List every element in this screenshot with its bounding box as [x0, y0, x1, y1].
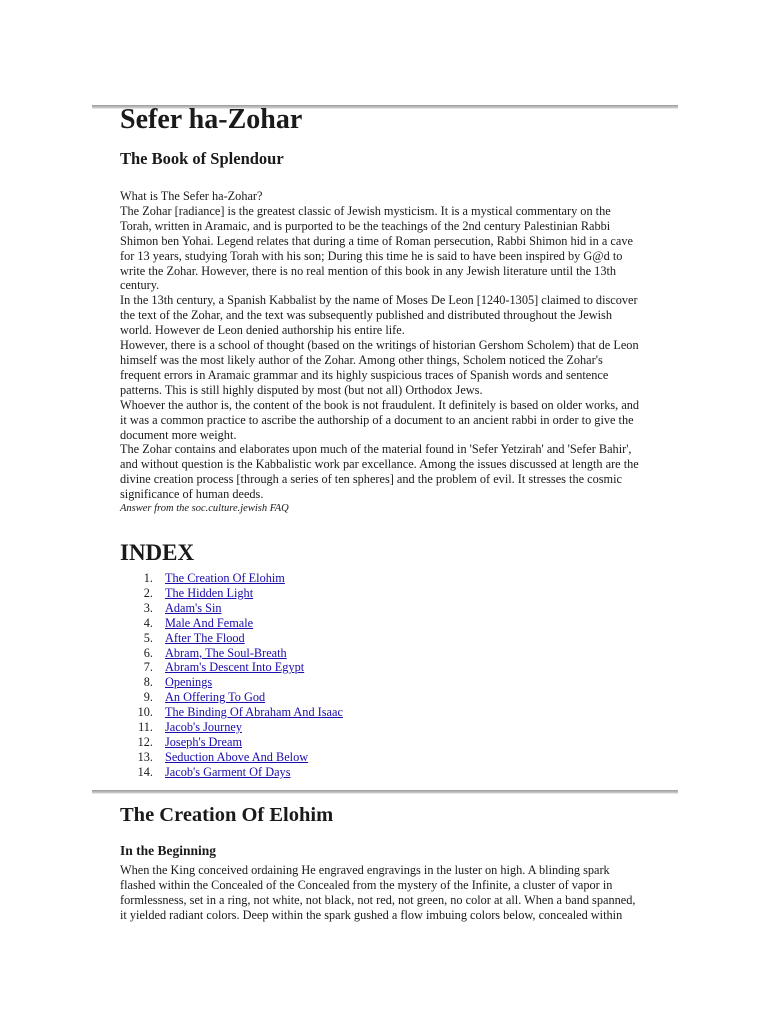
subsection-heading: In the Beginning — [120, 843, 217, 858]
index-number: 10. — [137, 705, 153, 720]
index-number: 8. — [143, 675, 153, 690]
intro-paragraph: The Zohar [radiance] is the greatest classic of Jewish mysticism. It is a mystical commentary on the Torah, written in Aramaic, and is purported to be the teachings of the 2nd century Palestinian Rabbi Shimon ben Yohai. Legend relates that during a time of Roman persecution, Rabbi Shimon hid in a cave for 13 years, studying Torah with his son; During this time he is said to have been inspired by G@d to write the Zohar. However, there is no real mention of this book in any Jewish literature until the 13th century. — [120, 203, 633, 293]
index-list — [120, 571, 343, 780]
index-number: 3. — [143, 600, 153, 615]
index-link-after-the-flood[interactable]: After The Flood — [165, 630, 245, 645]
index-number: 12. — [137, 734, 153, 749]
index-link-offering-to-god[interactable]: An Offering To God — [165, 690, 266, 705]
index-number: 9. — [143, 690, 153, 705]
index-number: 11. — [138, 720, 153, 735]
index-item — [120, 601, 343, 616]
index-number: 5. — [143, 630, 153, 645]
index-number: 2. — [143, 585, 153, 600]
intro-paragraph: The Zohar contains and elaborates upon much of the material found in 'Sefer Yetzirah' and 'Sefer Bahir', and without question is the Kabbalistic work par excellance. Among the issues discussed at length are the divine creation process [through a series of ten spheres] and the problem of evil. It stresses the cosmic significance of human deeds. — [120, 442, 639, 502]
index-number: 1. — [143, 571, 153, 585]
index-link-creation-of-elohim[interactable]: The Creation Of Elohim — [165, 571, 285, 585]
index-number: 4. — [143, 615, 153, 630]
intro-paragraph: In the 13th century, a Spanish Kabbalist by the name of Moses De Leon [1240-1305] claimed to discover the text of the Zohar, and the text was subsequently published and distributed throughout the Jewish world. However de Leon denied authorship his entire life. — [120, 293, 638, 338]
index-heading: INDEX — [120, 540, 195, 565]
section-text: When the King conceived ordaining He engraved engravings in the luster on high. A blinding spark flashed within the Concealed of the Concealed from the mystery of the Infinite, a cluster of vapor in formlessness, set in a ring, not white, not black, not red, not green, no color at all. When a band spanned, it yielded radiant colors. Deep within the spark gushed a flow imbuing colors below, concealed within — [120, 863, 636, 922]
index-item — [120, 705, 343, 720]
index-number: 14. — [137, 764, 153, 779]
index-item — [120, 646, 343, 661]
section-divider — [92, 790, 678, 794]
intro-paragraph: However, there is a school of thought (based on the writings of historian Gershom Scholem) that de Leon himself was the most likely author of the Zohar. Among other things, Scholem noticed the Zohar's frequent errors in Aramaic grammar and its highly suspicious traces of Spanish words and sentence patterns. This is still highly disputed by most (but not all) Orthodox Jews. — [120, 338, 639, 397]
index-item — [120, 750, 343, 765]
index-item — [120, 735, 343, 750]
index-link-hidden-light[interactable]: The Hidden Light — [165, 585, 254, 600]
page-subtitle: The Book of Splendour — [120, 149, 284, 168]
index-item — [120, 720, 343, 735]
index-number: 7. — [143, 660, 153, 675]
intro-question: What is The Sefer ha-Zohar? — [120, 189, 263, 203]
index-number: 6. — [143, 645, 153, 660]
index-link-josephs-dream[interactable]: Joseph's Dream — [165, 734, 243, 749]
index-item — [120, 765, 343, 780]
index-link-jacobs-journey[interactable]: Jacob's Journey — [165, 720, 243, 735]
index-number: 13. — [137, 749, 153, 764]
index-item — [120, 631, 343, 646]
index-item — [120, 616, 343, 631]
source-attribution: Answer from the soc.culture.jewish FAQ — [120, 503, 289, 515]
index-link-openings[interactable]: Openings — [165, 675, 213, 690]
intro-paragraph: Whoever the author is, the content of the book is not fraudulent. It definitely is based on older works, and it was a common practice to ascribe the authorship of a document to an ancient rabbi in order to give the document more weight. — [120, 397, 640, 442]
index-link-binding-of-abraham[interactable]: The Binding Of Abraham And Isaac — [165, 705, 343, 720]
index-item — [120, 660, 343, 675]
index-item — [120, 690, 343, 705]
index-item — [120, 571, 343, 586]
index-item — [120, 586, 343, 601]
index-link-abrams-descent[interactable]: Abram's Descent Into Egypt — [165, 660, 305, 675]
index-link-jacobs-garment[interactable]: Jacob's Garment Of Days — [165, 764, 291, 779]
index-link-male-and-female[interactable]: Male And Female — [165, 615, 254, 630]
section-heading: The Creation Of Elohim — [120, 804, 334, 826]
page-title: Sefer ha-Zohar — [120, 104, 303, 135]
index-link-seduction-above-below[interactable]: Seduction Above And Below — [165, 749, 309, 764]
index-link-adams-sin[interactable]: Adam's Sin — [165, 600, 222, 615]
intro-text — [120, 189, 640, 517]
index-item — [120, 675, 343, 690]
index-link-abram-soul-breath[interactable]: Abram, The Soul-Breath — [165, 645, 287, 660]
